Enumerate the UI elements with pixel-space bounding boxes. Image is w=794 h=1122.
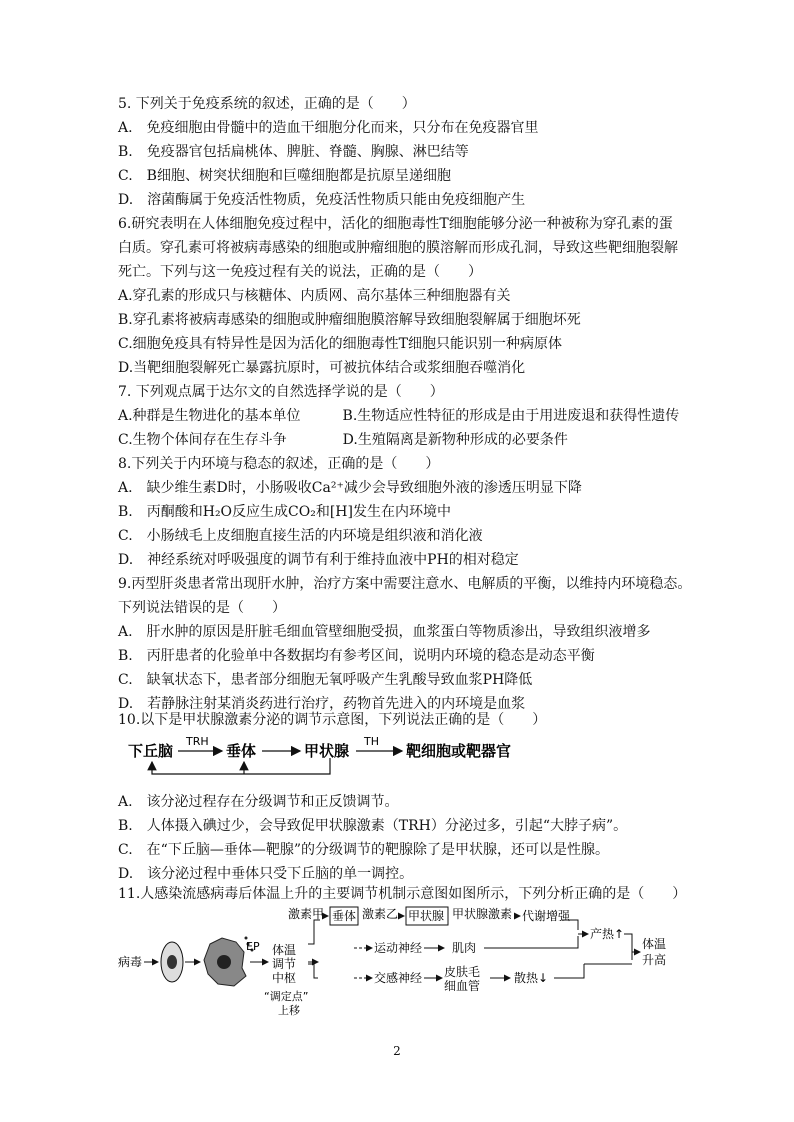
muscle-to-heat — [484, 936, 578, 948]
center-label-1: 体温 — [272, 943, 297, 957]
pituitary-node: 垂体 — [226, 742, 257, 760]
trh-label: TRH — [186, 735, 209, 748]
metabolism-label: 代谢增强 — [522, 909, 571, 923]
host-cell-nucleus-icon — [167, 955, 177, 969]
q9-stem-line-2: 下列说法错误的是（ ） — [118, 600, 286, 616]
heat-loss-line — [554, 964, 584, 978]
ep-label: EP — [246, 940, 260, 953]
q7-options-cd: C.生物个体间存在生存斗争 D.生殖隔离是新物种形成的必要条件 — [118, 432, 568, 448]
branch-down — [308, 964, 318, 978]
hormone-a-label: 激素甲 — [288, 907, 325, 921]
q9-option-c: C. 缺氧状态下，患者部分细胞无氧呼吸产生乳酸导致血浆PH降低 — [118, 672, 533, 688]
thyroid-regulation-diagram — [118, 734, 678, 782]
q6-option-b: B.穿孔素将被病毒感染的细胞或肿瘤细胞膜溶解导致细胞裂解属于细胞坏死 — [118, 312, 581, 328]
result-label-1: 体温 — [642, 937, 667, 951]
q10-stem: 10.以下是甲状腺激素分泌的调节示意图，下列说法正确的是（ ） — [118, 712, 547, 728]
q6-stem-line-2: 白质。穿孔素可将被病毒感染的细胞或肿瘤细胞的膜溶解而形成孔洞，导致这些靶细胞裂解 — [118, 240, 678, 256]
setpoint-label-2: 上移 — [278, 1004, 300, 1017]
q9-stem-line-1: 9.丙型肝炎患者常出现肝水肿，治疗方案中需要注意水、电解质的平衡，以维持内环境稳态。 — [118, 576, 692, 592]
q5-stem: 5. 下列关于免疫系统的叙述，正确的是（ ） — [118, 96, 416, 112]
q6-stem-line-1: 6.研究表明在人体细胞免疫过程中，活化的细胞毒性T细胞能够分泌一种被称为穿孔素的蛋 — [118, 216, 673, 232]
q9-option-b: B. 丙肝患者的化验单中各数据均有参考区间，说明内环境的稳态是动态平衡 — [118, 648, 595, 664]
thyroid-node: 甲状腺 — [304, 742, 350, 760]
q5-option-a: A. 免疫细胞由骨髓中的造血干细胞分化而来，只分布在免疫器官里 — [118, 120, 539, 136]
th-label: TH — [364, 735, 379, 748]
heat-to-result — [624, 934, 632, 960]
q8-option-a: A. 缺少维生素D时，小肠吸收Ca²⁺减少会导致细胞外液的渗透压明显下降 — [118, 480, 582, 496]
q6-option-c: C.细胞免疫具有特异性是因为活化的细胞毒性T细胞只能识别一种病原体 — [118, 336, 562, 352]
q6-option-d: D.当靶细胞裂解死亡暴露抗原时，可被抗体结合或浆细胞吞噬消化 — [118, 360, 526, 376]
q10-option-c: C. 在“下丘脑—垂体—靶腺”的分级调节的靶腺除了是甲状腺，还可以是性腺。 — [118, 842, 609, 858]
hormone-b-label: 激素乙 — [362, 907, 399, 921]
q10-option-d: D. 该分泌过程中垂体只受下丘脑的单一调控。 — [118, 866, 414, 882]
thyroid-label: 甲状腺 — [408, 909, 445, 923]
q5-option-b: B. 免疫器官包括扁桃体、脾脏、脊髓、胸腺、淋巴结等 — [118, 144, 469, 160]
virus-label: 病毒 — [118, 955, 143, 969]
q11-stem: 11.人感染流感病毒后体温上升的主要调节机制示意图如图所示，下列分析正确的是（ ） — [118, 886, 687, 902]
q8-option-d: D. 神经系统对呼吸强度的调节有利于维持血液中PH的相对稳定 — [118, 552, 519, 568]
branch-up — [308, 920, 320, 944]
heat-loss-label: 散热↓ — [514, 971, 549, 985]
fever-regulation-diagram — [118, 904, 678, 1022]
sympathetic-label: 交感神经 — [374, 971, 423, 985]
page-number: 2 — [393, 1044, 401, 1058]
setpoint-label-1: “调定点” — [264, 990, 309, 1003]
q10-option-a: A. 该分泌过程存在分级调节和正反馈调节。 — [118, 794, 399, 810]
motor-nerve-label: 运动神经 — [374, 941, 423, 955]
capillary-label-1: 皮肤毛 — [444, 965, 481, 979]
center-label-3: 中枢 — [272, 971, 297, 985]
muscle-label: 肌肉 — [452, 941, 477, 955]
q10-option-b: B. 人体摄入碘过少，会导致促甲状腺激素（TRH）分泌过多，引起“大脖子病”。 — [118, 818, 628, 834]
q8-option-b: B. 丙酮酸和H₂O反应生成CO₂和[H]发生在内环境中 — [118, 504, 451, 520]
q6-option-a: A.穿孔素的形成只与核糖体、内质网、高尔基体三种细胞器有关 — [118, 288, 511, 304]
hypothalamus-node: 下丘脑 — [128, 742, 174, 760]
q8-stem: 8.下列关于内环境与稳态的叙述，正确的是（ ） — [118, 456, 440, 472]
macrophage-nucleus-icon — [217, 955, 231, 969]
thyroxine-label: 甲状腺激素 — [452, 907, 513, 921]
pituitary-label: 垂体 — [332, 909, 357, 923]
q9-option-a: A. 肝水肿的原因是肝脏毛细血管壁细胞受损，血浆蛋白等物质渗出，导致组织液增多 — [118, 624, 651, 640]
q6-stem-line-3: 死亡。下列与这一免疫过程有关的说法，正确的是（ ） — [118, 264, 482, 280]
center-label-2: 调节 — [272, 957, 297, 971]
q7-options-ab: A.种群是生物进化的基本单位 B.生物适应性特征的形成是由于用进废退和获得性遗传 — [118, 408, 680, 424]
q5-option-c: C. B细胞、树突状细胞和巨噬细胞都是抗原呈递细胞 — [118, 168, 451, 184]
result-label-2: 升高 — [642, 953, 667, 967]
q7-stem: 7. 下列观点属于达尔文的自然选择学说的是（ ） — [118, 384, 444, 400]
q5-option-d: D. 溶菌酶属于免疫活性物质，免疫活性物质只能由免疫细胞产生 — [118, 192, 526, 208]
q9-option-d: D. 若静脉注射某消炎药进行治疗，药物首先进入的内环境是血浆 — [118, 696, 526, 712]
feedback-to-hypothalamus — [152, 758, 330, 774]
heat-production-label: 产热↑ — [590, 927, 625, 941]
q8-option-c: C. 小肠绒毛上皮细胞直接生活的内环境是组织液和消化液 — [118, 528, 483, 544]
capillary-label-2: 细血管 — [444, 979, 481, 993]
target-node: 靶细胞或靶器官 — [406, 742, 512, 760]
